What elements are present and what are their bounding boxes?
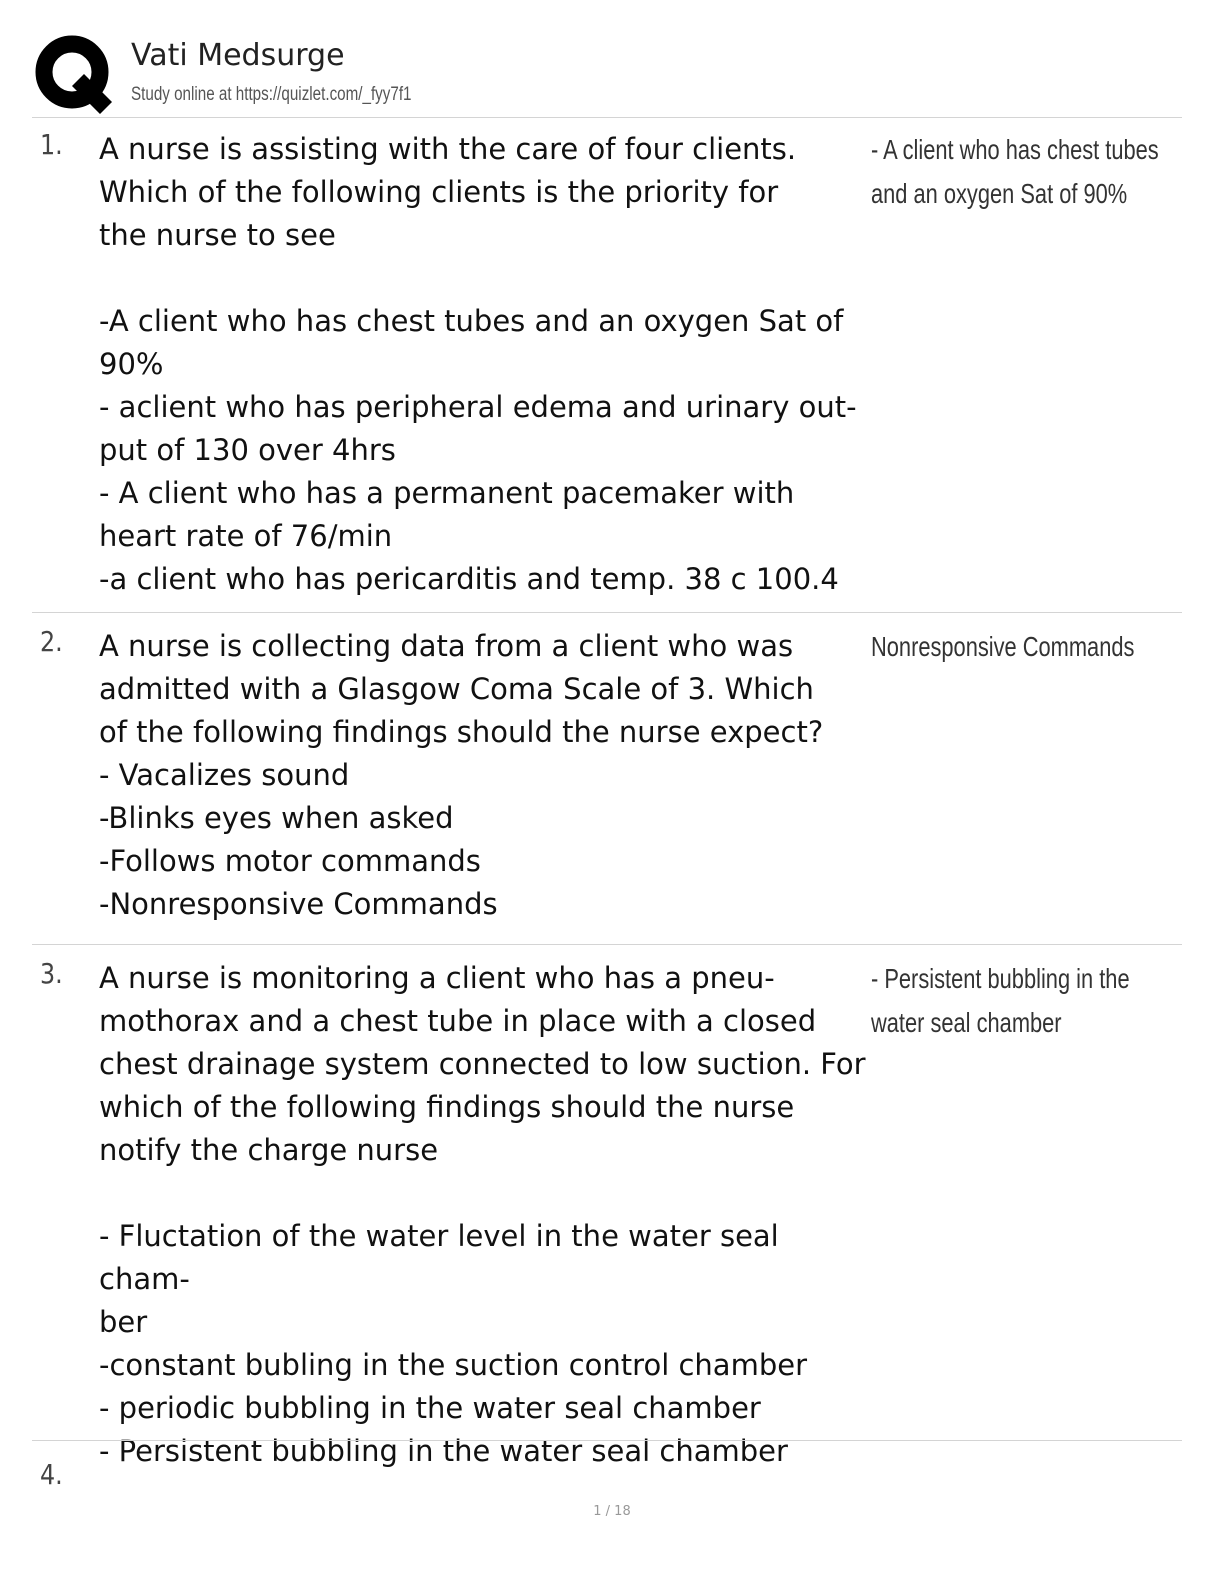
card-answer: - Persistent bubbling in the water seal chamber: [871, 963, 1130, 1038]
card-answer: - A client who has chest tubes and an oxygen Sat of 90%: [871, 134, 1159, 209]
divider: [32, 1440, 1182, 1441]
quizlet-logo-icon: [34, 34, 114, 114]
card-number: 1.: [40, 128, 63, 161]
card-question: A nurse is collecting data from a client who was admitted with a Glasgow Coma Scale of 3. Which of the following findings should the nurse expect? - Vacalizes sound -Blinks eyes when asked -Follows motor commands -Nonresponsive Commands: [99, 629, 824, 921]
divider: [32, 612, 1182, 613]
card-question: A nurse is monitoring a client who has a pneu- mothorax and a chest tube in place with a closed chest drainage system connected to low suction. For which of the following findings should the nurse notify the charge nurse - Fluctation of the water level in the water seal cham- ber -constant bubling in the suction control chamber - periodic bubbling in the water seal chamber - Persistent bubbling in the water seal chamber: [99, 961, 866, 1468]
card-number: 2.: [40, 625, 63, 658]
page-header: [34, 34, 1184, 114]
study-online-link[interactable]: Study online at https://quizlet.com/_fyy7f1: [131, 84, 412, 105]
page-number: 1 / 18: [593, 1504, 631, 1519]
divider: [32, 944, 1182, 945]
card-number: 3.: [40, 957, 63, 990]
flashcard-4: [32, 1458, 1182, 1498]
set-title: Vati Medsurge: [131, 38, 345, 73]
flashcard-2: [32, 625, 1182, 930]
divider: [32, 117, 1182, 118]
flashcard-3: [32, 957, 1182, 1468]
card-question: A nurse is assisting with the care of four clients. Which of the following clients is the priority for the nurse to see -A client who has chest tubes and an oxygen Sat of 90% - aclient who has peripheral edema and urinary out- put of 130 over 4hrs - A client who has a permanent pacemaker with heart rate of 76/min -a client who has pericarditis and temp. 38 c 100.4: [99, 132, 857, 596]
card-number: 4.: [40, 1458, 63, 1491]
card-answer: Nonresponsive Commands: [871, 631, 1135, 662]
flashcard-1: [32, 128, 1182, 598]
